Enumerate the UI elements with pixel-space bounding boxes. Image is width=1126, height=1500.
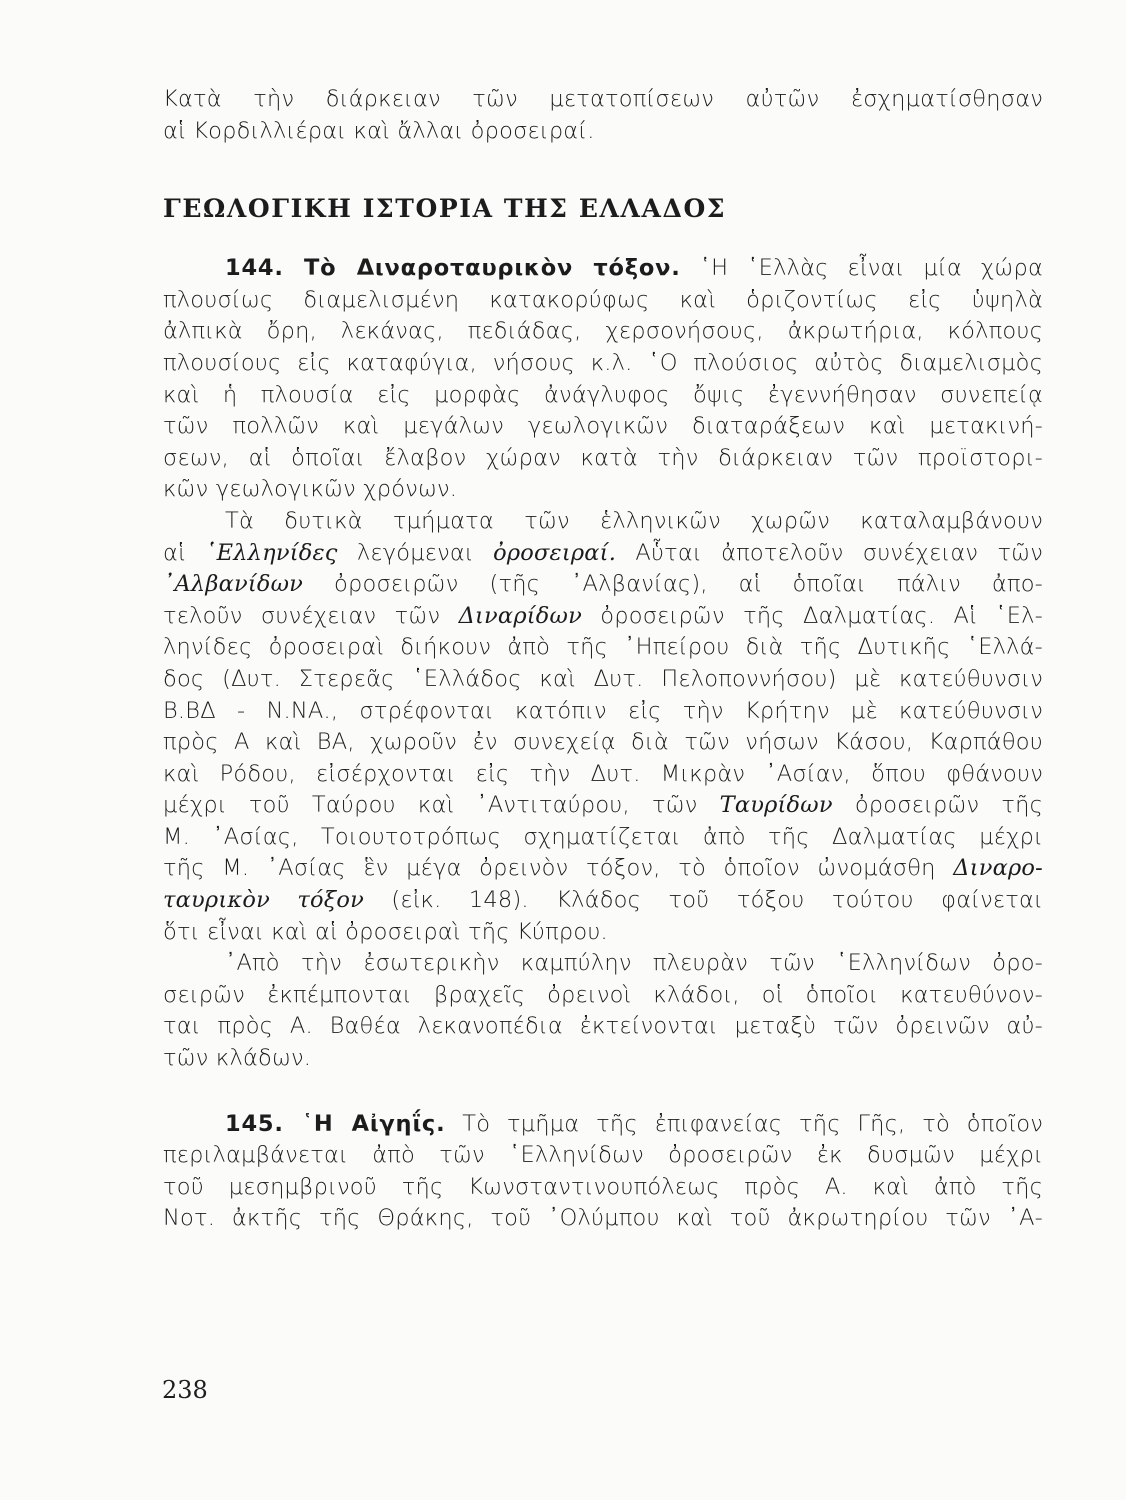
text-line: ληνίδες ὀροσειραὶ διήκουν ἀπὸ τῆς ᾿Ηπείρου διὰ τῆς Δυτικῆς ῾Ελλά- xyxy=(163,634,1043,661)
text-line: αἱ ῾Ελληνίδες λεγόμεναι ὀροσειραί. Αὗται ἀποτελοῦν συνέχειαν τῶν xyxy=(163,539,1043,566)
text-line: σεων, αἱ ὁποῖαι ἔλαβον χώραν κατὰ τὴν διάρκειαν τῶν προϊστορι- xyxy=(163,444,1043,471)
text-line: τῶν πολλῶν καὶ μεγάλων γεωλογικῶν διαταράξεων καὶ μετακινή- xyxy=(163,413,1043,440)
page-text xyxy=(163,84,1043,1235)
text-line: μέχρι τοῦ Ταύρου καὶ ᾿Αντιταύρου, τῶν Ταυρίδων ὀροσειρῶν τῆς xyxy=(163,792,1043,819)
text-line: ὅτι εἶναι καὶ αἱ ὀροσειραὶ τῆς Κύπρου. xyxy=(163,918,608,945)
paragraph-first-line: 145. ῾Η Αἰγηΐς. Τὸ τμῆμα τῆς ἐπιφανείας τῆς Γῆς, τὸ ὁποῖον xyxy=(225,1110,1044,1137)
text-line: ται πρὸς Α. Βαθέα λεκανοπέδια ἐκτείνονται μεταξὺ τῶν ὀρεινῶν αὐ- xyxy=(163,1013,1043,1040)
section-heading: ΓΕΩΛΟΓΙΚΗ ΙΣΤΟΡΙΑ ΤΗΣ ΕΛΛΑΔΟΣ xyxy=(163,194,727,224)
term-dinaridon: Διναρίδων xyxy=(458,602,582,629)
text-line: ᾿Απὸ τὴν ἐσωτερικὴν καμπύλην πλευρὰν τῶν ῾Ελληνίδων ὀρο- xyxy=(225,950,1043,977)
text-line: Β.ΒΔ - Ν.ΝΑ., στρέφονται κατόπιν εἰς τὴν Κρήτην μὲ κατεύθυνσιν xyxy=(163,697,1043,724)
text-line: ταυρικὸν τόξον (εἰκ. 148). Κλάδος τοῦ τόξου τούτου φαίνεται xyxy=(163,887,1043,914)
text-line: τῆς Μ. ᾿Ασίας ἓν μέγα ὀρεινὸν τόξον, τὸ ὁποῖον ὠνομάσθη Διναρο- xyxy=(163,855,1043,882)
text-line: Τὰ δυτικὰ τμήματα τῶν ἑλληνικῶν χωρῶν καταλαμβάνουν xyxy=(225,507,1043,534)
text-line: πλουσίως διαμελισμένη κατακορύφως καὶ ὁριζοντίως εἰς ὑψηλὰ xyxy=(163,286,1043,313)
text-line: Νοτ. ἀκτῆς τῆς Θράκης, τοῦ ᾿Ολύμπου καὶ τοῦ ἀκρωτηρίου τῶν ᾿Α- xyxy=(163,1205,1043,1232)
text-line: σειρῶν ἐκπέμπονται βραχεῖς ὀρεινοὶ κλάδοι, οἱ ὁποῖοι κατευθύνον- xyxy=(163,981,1043,1008)
paragraph-first-line: 144. Τὸ Διναροταυρικὸν τόξον. ῾Η ῾Ελλὰς εἶναι μία χώρα xyxy=(225,255,1043,282)
text-line: καὶ ἡ πλουσία εἰς μορφὰς ἀνάγλυφος ὄψις ἐγεννήθησαν συνεπείᾳ xyxy=(163,381,1043,408)
term-dinaro: Διναρο- xyxy=(953,855,1043,882)
text-line: δος (Δυτ. Στερεᾶς ῾Ελλάδος καὶ Δυτ. Πελοποννήσου) μὲ κατεύθυνσιν xyxy=(163,665,1043,692)
text-line: κῶν γεωλογικῶν χρόνων. xyxy=(163,476,458,503)
text-line: περιλαμβάνεται ἀπὸ τῶν ῾Ελληνίδων ὀροσειρῶν ἐκ δυσμῶν μέχρι xyxy=(163,1142,1043,1169)
text-line: τελοῦν συνέχειαν τῶν Διναρίδων ὀροσειρῶν τῆς Δαλματίας. Αἱ ῾Ελ- xyxy=(163,602,1043,629)
text-line: αἱ Κορδιλλιέραι καὶ ἄλλαι ὀροσειραί. xyxy=(163,117,595,144)
section-gap xyxy=(163,1075,1043,1109)
text-line: πρὸς Α καὶ ΒΑ, χωροῦν ἐν συνεχείᾳ διὰ τῶν νήσων Κάσου, Καρπάθου xyxy=(163,729,1043,756)
text-line: Μ. ᾿Ασίας, Τοιουτοτρόπως σχηματίζεται ἀπὸ τῆς Δαλματίας μέχρι xyxy=(163,823,1043,850)
section-145-title: 145. ῾Η Αἰγηΐς. xyxy=(225,1110,446,1137)
text-line: τοῦ μεσημβρινοῦ τῆς Κωνσταντινουπόλεως πρὸς Α. καὶ ἀπὸ τῆς xyxy=(163,1173,1043,1200)
term-oroseirai: ὀροσειραί. xyxy=(493,539,617,566)
term-alvanidon: ᾿Αλβανίδων xyxy=(163,571,304,598)
page-number: 238 xyxy=(162,1376,208,1404)
text-line: ᾿Αλβανίδων ὀροσειρῶν (τῆς ᾿Αλβανίας), αἱ ὁποῖαι πάλιν ἀπο- xyxy=(163,571,1043,598)
term-tavridon: Ταυρίδων xyxy=(719,792,833,819)
term-tavrikon-toxon: ταυρικὸν τόξον xyxy=(163,887,364,914)
term-ellinides: ῾Ελληνίδες xyxy=(205,539,338,566)
text-line: Κατὰ τὴν διάρκειαν τῶν μετατοπίσεων αὐτῶν ἐσχηματίσθησαν xyxy=(163,86,1043,112)
text-line: καὶ Ρόδου, εἰσέρχονται εἰς τὴν Δυτ. Μικρὰν ᾿Ασίαν, ὅπου φθάνουν xyxy=(163,760,1043,787)
text-line: τῶν κλάδων. xyxy=(163,1045,312,1072)
text-line: πλουσίους εἰς καταφύγια, νήσους κ.λ. ῾Ο πλούσιος αὐτὸς διαμελισμὸς xyxy=(163,349,1043,376)
section-144-title: 144. Τὸ Διναροταυρικὸν τόξον. xyxy=(225,255,681,282)
text-line: ἀλπικὰ ὄρη, λεκάνας, πεδιάδας, χερσονήσους, ἀκρωτήρια, κόλπους xyxy=(163,318,1043,345)
